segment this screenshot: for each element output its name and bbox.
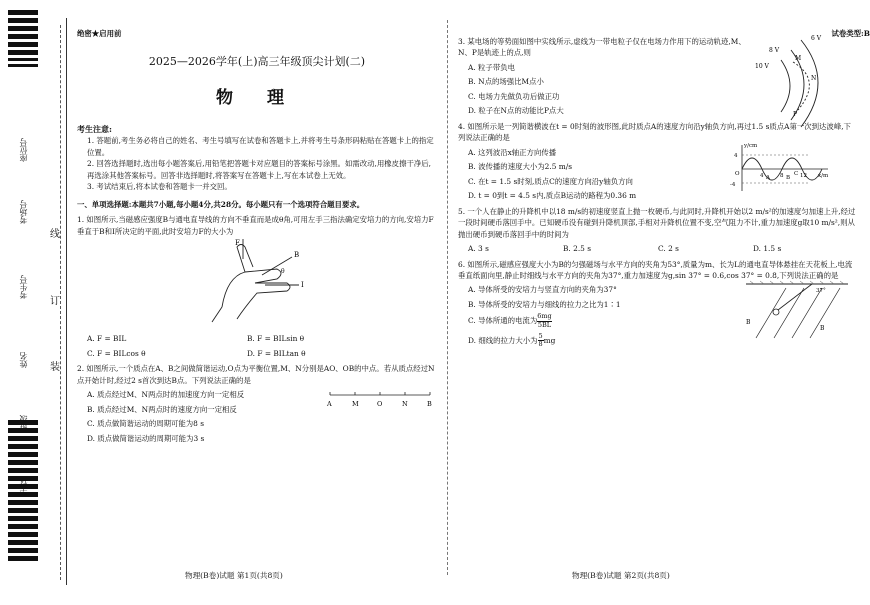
question-6-stem: 6. 如图所示,磁感应强度大小为B的匀强磁场与水平方向的夹角为53°,质量为m、长为L的通电直导体悬挂在天花板上,电流垂直纸面向里,静止时细线与水平方向的夹角为37°,重力加速度为g,sin 37° = 0.6,cos 37° = 0.8,下列说法正确的是	[458, 259, 853, 280]
seal-word-pack: 装	[50, 362, 60, 373]
q2-fig-B: B	[427, 400, 432, 409]
q1-fig-theta: θ	[281, 268, 285, 275]
q6-fig-B-right: B	[820, 325, 825, 333]
q3-block	[458, 36, 858, 117]
footer-left: 物理(B卷)试题 第1页(共8页)	[185, 571, 283, 580]
column-divider	[447, 20, 448, 575]
q1-left-hand-figure	[77, 237, 437, 327]
q2-option-c: C. 质点做简谐运动的周期可能为8 s	[87, 419, 205, 429]
q5-option-d: D. 1.5 s	[753, 244, 782, 254]
q1-option-b: B. F = BILsin θ	[247, 334, 305, 344]
q3-fig-M: M	[795, 55, 802, 62]
q2-fig-A: A	[327, 400, 332, 409]
q1-options-row2	[77, 348, 437, 359]
q6-block	[458, 284, 858, 348]
q6-option-c-prefix: C. 导体所通的电流为	[468, 316, 538, 326]
q5-option-a: A. 3 s	[468, 244, 489, 254]
notice-item: 3. 考试结束后,将本试卷和答题卡一并交回。	[87, 182, 232, 192]
q2-block	[77, 389, 437, 444]
margin-label-id: 考生号	[19, 275, 28, 299]
question-5-stem: 5. 一个人在静止的升降机中以18 m/s的初速度竖直上抛一枚硬币,与此同时,升降机开始以2 m/s²的加速度匀加速上升,经过一段时间硬币落回手中。已知硬币没有碰到升降机顶部,手相对升降机位置不变,空气阻力不计,重力加速度g取10 m/s²,则从抛出硬币到硬币落回手中的时间为	[458, 206, 856, 239]
margin-label-name: 姓名	[19, 352, 28, 368]
q6-option-d-suffix: mg	[543, 335, 556, 345]
question-4-stem: 4. 如图所示是一列简谐横波在t = 0时刻的波形图,此时质点A的速度方向沿y轴负方向,再过1.5 s质点A第一次到达波峰,下列说法正确的是	[458, 121, 851, 143]
notice-list	[77, 135, 437, 192]
q3-option-a: A. 粒子带负电	[468, 62, 515, 72]
q6-option-d-den: 8	[538, 339, 543, 348]
seal-dash-line	[60, 25, 61, 580]
q3-fig-P: P	[793, 111, 798, 118]
barcode-strip	[0, 0, 40, 605]
right-column	[458, 28, 870, 348]
q4-fig-x8: 8	[780, 172, 784, 179]
notice-title: 考生注意:	[77, 123, 112, 134]
q6-option-c-fraction	[537, 313, 551, 328]
q3-fig-N: N	[811, 75, 817, 82]
margin-label-school: 学校	[19, 480, 28, 496]
q2-fig-N: N	[402, 400, 408, 409]
margin-label-seat: 座位号	[19, 138, 28, 162]
q6-option-d-prefix: D. 细线的拉力大小为	[468, 335, 538, 345]
q3-equipotential-figure	[753, 32, 853, 132]
q4-option-c: C. 在t = 1.5 s时刻,质点C的速度方向沿y轴负方向	[468, 176, 633, 186]
q1-fig-F: F	[235, 239, 240, 247]
left-column	[77, 28, 437, 444]
notice-item: 2. 回答选择题时,选出每小题答案后,用铅笔把答题卡对应题目的答案标号涂黑。如需改动,用橡皮擦干净后,再选涂其他答案标号。回答非选择题时,将答案写在答题卡上,写在本试卷上无效。	[87, 159, 431, 180]
q1-option-a: A. F = BIL	[87, 334, 127, 344]
q1-fig-I: I	[301, 281, 304, 289]
q6-magnetic-figure	[716, 280, 856, 342]
question-1-stem: 1. 如图所示,当磁感应强度B与通电直导线的方向不垂直而是成θ角,可用左手三指法确定安培力的方向,安培力F垂直于B和I所决定的平面,此时安培力F的大小为	[77, 215, 434, 236]
question-3-stem: 3. 某电场的等势面如图中实线所示,虚线为一带电粒子仅在电场力作用下的运动轨迹,M、N、P是轨迹上的点,则	[458, 37, 746, 58]
q1-options-row1	[77, 333, 437, 344]
q5-option-c: C. 2 s	[658, 244, 679, 254]
q6-option-b: B. 导体所受的安培力与细线的拉力之比为1∶1	[468, 299, 621, 309]
q1-option-d: D. F = BILtan θ	[247, 348, 306, 358]
q4-option-a: A. 这列波沿x轴正方向传播	[468, 147, 557, 157]
seal-word-bind: 订	[50, 296, 60, 307]
q4-fig-neg4: -4	[730, 181, 736, 188]
q3-fig-8v: 8 V	[769, 47, 780, 54]
q6-fig-B-left: B	[746, 319, 751, 327]
q4-fig-O: O	[735, 170, 740, 177]
notice-item: 1. 答题前,考生务必将自己的姓名、考生号填写在试卷和答题卡上,并将考生号条形码粘贴在答题卡上的指定位置。	[87, 136, 434, 157]
q4-fig-x12: 12	[800, 172, 807, 179]
q3-option-c: C. 电场力先做负功后做正功	[468, 91, 560, 101]
q4-fig-x4: 4	[760, 172, 764, 179]
subject-title: 物 理	[216, 87, 298, 108]
q4-option-d: D. t = 0到t = 4.5 s内,质点B运动的路程为0.36 m	[468, 191, 637, 201]
q3-fig-10v: 10 V	[755, 63, 769, 70]
q4-wave-figure	[730, 141, 840, 197]
q6-option-c-den: 5BL	[537, 320, 552, 329]
q4-fig-C: C	[794, 170, 799, 177]
seal-word-line: 线	[50, 229, 60, 240]
q1-option-c: C. F = BILcos θ	[87, 348, 146, 358]
footer-right: 物理(B卷)试题 第2页(共8页)	[572, 571, 670, 580]
q4-option-b: B. 波传播的速度大小为2.5 m/s	[468, 162, 573, 172]
q4-fig-ylabel: y/cm	[744, 142, 758, 149]
q5-option-b: B. 2.5 s	[563, 244, 592, 254]
seal-solid-line	[66, 18, 67, 585]
q3-option-b: B. N点的场强比M点小	[468, 77, 544, 87]
header-row	[77, 28, 437, 39]
margin-label-room: 考场号	[19, 200, 28, 224]
q2-line-figure	[325, 389, 435, 411]
q4-fig-A: A	[766, 174, 770, 181]
q3-option-d: D. 粒子在N点的动能比P点大	[468, 106, 564, 116]
q3-fig-6v: 6 V	[811, 35, 822, 42]
q2-option-a: A. 质点经过M、N两点时的加速度方向一定相反	[87, 390, 245, 400]
q6-fig-angle: 37°	[816, 288, 826, 295]
question-2-stem: 2. 如图所示,一个质点在A、B之间做简谐运动,O点为平衡位置,M、N分别是AO、OB的中点。若从质点经过N点开始计时,经过2 s首次到达B点。下列说法正确的是	[77, 364, 435, 385]
margin-label-class: 班级	[19, 415, 28, 431]
q4-fig-xlabel: x/m	[818, 172, 829, 179]
q6-option-c-num: 6mg	[537, 312, 552, 321]
q4-fig-4: 4	[734, 152, 738, 159]
q2-option-b: B. 质点经过M、N两点时的速度方向一定相反	[87, 404, 237, 414]
q2-option-d: D. 质点做简谐运动的周期可能为3 s	[87, 433, 205, 443]
q6-option-d-num: 5	[538, 331, 543, 340]
q6-option-a: A. 导体所受的安培力与竖直方向的夹角为37°	[468, 285, 617, 295]
section-heading: 一、单项选择题:本题共7小题,每小题4分,共28分。每小题只有一个选项符合题目要求。	[77, 199, 365, 209]
q4-block	[458, 142, 858, 202]
exam-title: 2025—2026学年(上)高三年级顶尖计划(二)	[148, 55, 366, 69]
paper-type-label: 试卷类型:B	[831, 29, 870, 38]
q2-fig-O: O	[377, 400, 383, 409]
q1-fig-B: B	[294, 251, 300, 259]
q5-options-row	[458, 243, 858, 254]
q2-fig-M: M	[352, 400, 359, 409]
q4-fig-B: B	[786, 174, 791, 181]
secret-label: 绝密★启用前	[77, 29, 122, 38]
